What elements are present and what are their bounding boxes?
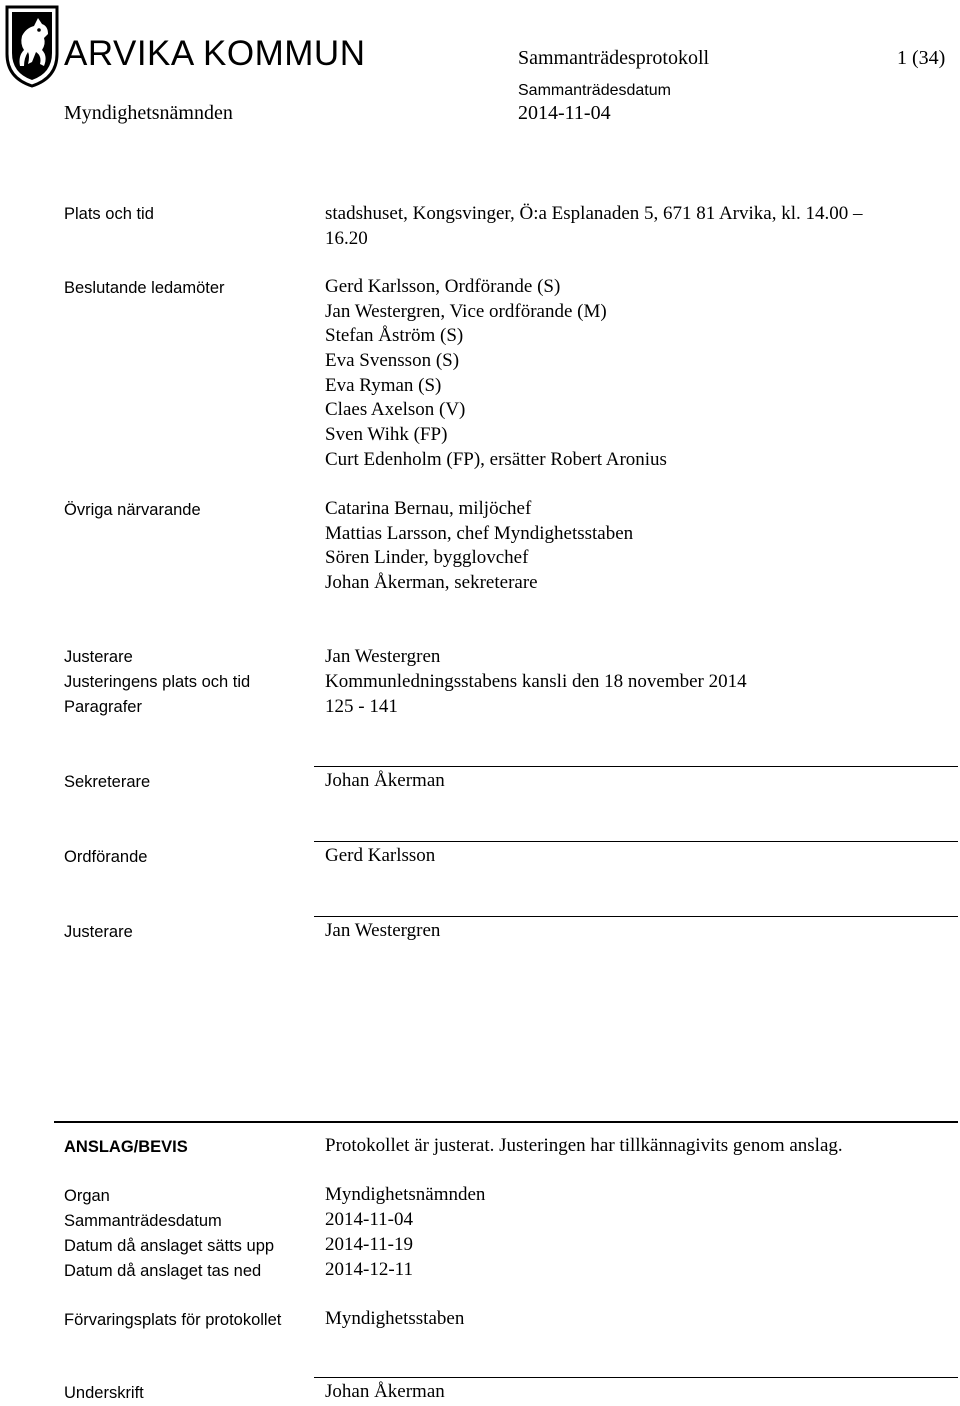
notice-statement: Protokollet är justerat. Justeringen har tillkännagivits genom anslag.: [325, 1135, 843, 1156]
attendee-item: Mattias Larsson, chef Myndighetsstaben: [325, 522, 634, 544]
removed-date-label: Datum då anslaget tas ned: [64, 1262, 262, 1280]
organ-value: Myndighetsnämnden: [325, 1184, 486, 1205]
member-item: Eva Ryman (S): [325, 374, 442, 396]
posted-date-value: 2014-11-19: [325, 1234, 413, 1255]
members-label: Beslutande ledamöter: [64, 279, 225, 297]
member-item: Jan Westergren, Vice ordförande (M): [325, 300, 607, 322]
committee-name: Myndighetsnämnden: [64, 102, 233, 124]
municipality-coat-of-arms: [4, 4, 60, 88]
member-item: Curt Edenholm (FP), ersätter Robert Aronius: [325, 448, 667, 470]
member-item: Claes Axelson (V): [325, 399, 466, 421]
place-label: Plats och tid: [64, 205, 154, 223]
signature-line-notice: [314, 1377, 958, 1378]
signature-name: Johan Åkerman: [325, 1381, 445, 1402]
notice-title: ANSLAG/BEVIS: [64, 1138, 188, 1156]
signature-line-adjuster: [314, 916, 958, 917]
municipality-wordmark: ARVIKA KOMMUN: [64, 34, 366, 73]
adjuster-label: Justerare: [64, 648, 133, 666]
header-date-label: Sammanträdesdatum: [518, 82, 671, 99]
paragraphs-range: 125 - 141: [325, 696, 398, 717]
others-list: [325, 496, 633, 595]
adjuster-name: Jan Westergren: [325, 646, 441, 667]
posted-date-label: Datum då anslaget sätts upp: [64, 1237, 275, 1255]
meeting-date-value: 2014-11-04: [325, 1209, 413, 1230]
coat-of-arms-icon: [4, 4, 60, 88]
attendee-item: Catarina Bernau, miljöchef: [325, 498, 532, 519]
adjuster-signature-label: Justerare: [64, 923, 133, 941]
member-item: Sven Wihk (FP): [325, 424, 448, 446]
others-label: Övriga närvarande: [64, 501, 201, 519]
organ-label: Organ: [64, 1187, 110, 1205]
secretary-name: Johan Åkerman: [325, 770, 445, 791]
place-line-2: 16.20: [325, 228, 368, 249]
place-line-1: stadshuset, Kongsvinger, Ö:a Esplanaden 5, 671 81 Arvika, kl. 14.00 –: [325, 203, 863, 224]
signature-line-chair: [314, 841, 958, 842]
attendee-item: Sören Linder, bygglovchef: [325, 547, 529, 569]
signature-label: Underskrift: [64, 1384, 144, 1402]
chair-label: Ordförande: [64, 848, 148, 866]
protocol-type: Sammanträdesprotokoll: [518, 47, 710, 69]
header-date: 2014-11-04: [518, 102, 611, 124]
page-number: 1 (34): [897, 47, 946, 69]
secretary-label: Sekreterare: [64, 773, 151, 791]
member-item: Eva Svensson (S): [325, 350, 460, 372]
adjustment-place: Kommunledningsstabens kansli den 18 november 2014: [325, 671, 747, 692]
notice-divider: [54, 1121, 958, 1123]
chair-name: Gerd Karlsson: [325, 845, 436, 866]
member-item: Stefan Åström (S): [325, 325, 464, 347]
removed-date-value: 2014-12-11: [325, 1259, 413, 1280]
storage-label: Förvaringsplats för protokollet: [64, 1311, 282, 1329]
storage-value: Myndighetsstaben: [325, 1308, 465, 1329]
adjuster-signature-name: Jan Westergren: [325, 920, 441, 941]
member-item: Gerd Karlsson, Ordförande (S): [325, 276, 561, 297]
members-list: [325, 274, 667, 472]
paragraphs-label: Paragrafer: [64, 698, 142, 716]
meeting-date-label: Sammanträdesdatum: [64, 1212, 222, 1230]
adjustment-place-label: Justeringens plats och tid: [64, 673, 251, 691]
attendee-item: Johan Åkerman, sekreterare: [325, 572, 538, 594]
signature-line-secretary: [314, 766, 958, 767]
